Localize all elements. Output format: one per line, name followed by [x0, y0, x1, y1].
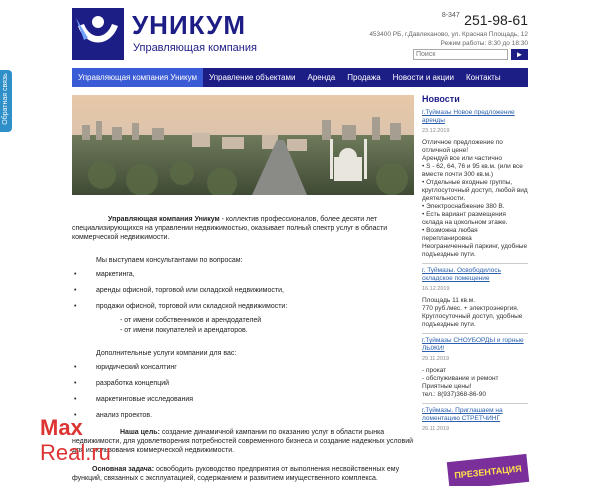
- intro-paragraph: [72, 215, 414, 242]
- consult-sublist: [72, 316, 414, 335]
- site-header: [72, 6, 528, 66]
- phone-code: 8-347: [441, 12, 460, 19]
- divider: [422, 263, 528, 264]
- extra-lead: Дополнительные услуги компании для вас:: [96, 350, 237, 357]
- address-line: 453400 РБ, г.Давлеканово, ул. Красная Площадь, 12: [369, 31, 528, 38]
- news-line: Площадь 11 кв.м.: [422, 297, 476, 304]
- search-button[interactable]: ►: [511, 49, 528, 60]
- news-line: Приятные цены!: [422, 383, 472, 390]
- news-line: • Есть вариант размещения склада на цокольном этаже.: [422, 211, 508, 226]
- news-date: 16.12.2019: [422, 286, 450, 292]
- news-line: • Электроснабжение 380 В.: [422, 203, 505, 210]
- divider: [422, 333, 528, 334]
- list-item: • продажи офисной, торговой или складской недвижимости:: [72, 302, 414, 311]
- phone-number: 251-98-61: [464, 12, 528, 28]
- intro-text: - коллектив профессионалов, более десяти лет специализирующихся на управлении недвижимостью, оказывает полный спектр услуг в области коммерческой недвижимости.: [72, 216, 388, 241]
- news-date: 23.12.2019: [422, 128, 450, 134]
- task-text: освободить руководство предприятия от выполнения несвойственных ему функций, связанных с эксплуатацией, содержанием и развитием имущественного комплекса.: [72, 466, 400, 482]
- goal-text: создание динамичной кампании по оказанию услуг в области рынка недвижимости, для удовлетворения потребностей современного бизнеса и создание надежных условий для использования коммерческой недвижимости.: [72, 429, 414, 454]
- feedback-tab-label: Обратная связь: [2, 73, 9, 125]
- watermark-max: Max: [40, 415, 83, 440]
- main-content: [72, 215, 414, 483]
- goal-bold: Наша цель:: [120, 429, 160, 436]
- news-body: [422, 367, 528, 399]
- address: [369, 30, 528, 48]
- sublist-item: - от имени собственников и арендодателей: [120, 317, 262, 324]
- extra-list: [72, 363, 414, 420]
- nav-item-management[interactable]: Управление объектами: [208, 73, 296, 82]
- list-item: • анализ проектов.: [72, 411, 414, 420]
- phone: [442, 12, 528, 30]
- sublist-item: - от имени покупателей и арендаторов.: [120, 327, 248, 334]
- presentation-banner[interactable]: ПРЕЗЕНТАЦИЯ: [447, 454, 529, 486]
- list-item: • юридический консалтинг: [72, 363, 414, 372]
- news-item: [422, 267, 528, 329]
- nav-item-sale[interactable]: Продажа: [347, 73, 381, 82]
- news-line: 770 руб./мес. + электроэнергия.: [422, 305, 519, 312]
- news-line: • Возможна любая перепланировка: [422, 227, 478, 242]
- news-item: [422, 407, 528, 433]
- list-item: • маркетинговые исследования: [72, 395, 414, 404]
- working-hours: Режим работы: 8:30 до 18:30: [440, 40, 528, 47]
- task-paragraph: [72, 465, 414, 483]
- news-line: - обслуживание и ремонт: [422, 375, 499, 382]
- main-nav: [72, 68, 528, 87]
- list-item: • маркетинга,: [72, 270, 414, 279]
- news-line: • Отдельные входные группы, круглосуточный доступ, любой вид деятельности.: [422, 179, 528, 202]
- watermark: [40, 417, 111, 467]
- news-line: • S - 62, 64, 76 и 95 кв.м. (или все вместе почти 300 кв.м.): [422, 163, 523, 178]
- news-title-link[interactable]: г.Туймазы. Приглашаем на ломентацию СТРЕТЧИНГ: [422, 407, 503, 422]
- divider: [422, 403, 528, 404]
- logo-icon[interactable]: [72, 8, 124, 60]
- news-title-link[interactable]: г. Туймазы. Освободилось складское помещение: [422, 267, 501, 282]
- intro-bold: Управляющая компания Уникум: [108, 216, 220, 223]
- news-line: - прокат: [422, 367, 447, 374]
- news-item: [422, 109, 528, 259]
- nav-item-contacts[interactable]: Контакты: [466, 73, 501, 82]
- nav-item-rent[interactable]: Аренда: [307, 73, 336, 82]
- news-item: [422, 337, 528, 399]
- news-line: Неограниченный паркинг, удобные подъездные пути.: [422, 243, 528, 258]
- news-line: тел.: 8(937)368-86-90: [422, 391, 486, 398]
- news-title-link[interactable]: г.Туймазы Новое предложение аренды: [422, 109, 515, 124]
- search-input[interactable]: [413, 49, 508, 60]
- logo-subtitle: Управляющая компания: [133, 42, 257, 54]
- news-sidebar: [422, 95, 528, 437]
- nav-item-home[interactable]: Управляющая компания Уникум: [72, 68, 203, 87]
- watermark-real: Real.ru: [40, 440, 111, 465]
- consult-list: [72, 270, 414, 311]
- news-line: Отличное предложение по отличной цене!: [422, 139, 503, 154]
- list-item: • разработка концепций: [72, 379, 414, 388]
- logo-name[interactable]: УНИКУМ: [132, 10, 246, 40]
- news-date: 26.11.2019: [422, 426, 450, 432]
- task-bold: Основная задача:: [92, 466, 155, 473]
- news-body: [422, 297, 528, 329]
- news-heading: Новости: [422, 94, 460, 104]
- feedback-tab[interactable]: [0, 70, 12, 132]
- news-body: [422, 139, 528, 259]
- news-line: Арендуй все или частично: [422, 155, 502, 162]
- news-line: Круглосуточный доступ, удобные подъездные пути.: [422, 313, 523, 328]
- list-item: • аренды офисной, торговой или складской недвижимости,: [72, 286, 414, 295]
- consult-lead: Мы выступаем консультантами по вопросам:: [96, 257, 243, 264]
- news-title-link[interactable]: г.Туймазы СНОУБОРДЫ и горные ЛЫЖИ!: [422, 337, 524, 352]
- goal-paragraph: [72, 428, 414, 455]
- nav-item-news[interactable]: Новости и акции: [392, 73, 455, 82]
- hero-image: [72, 95, 414, 195]
- news-date: 29.11.2019: [422, 356, 450, 362]
